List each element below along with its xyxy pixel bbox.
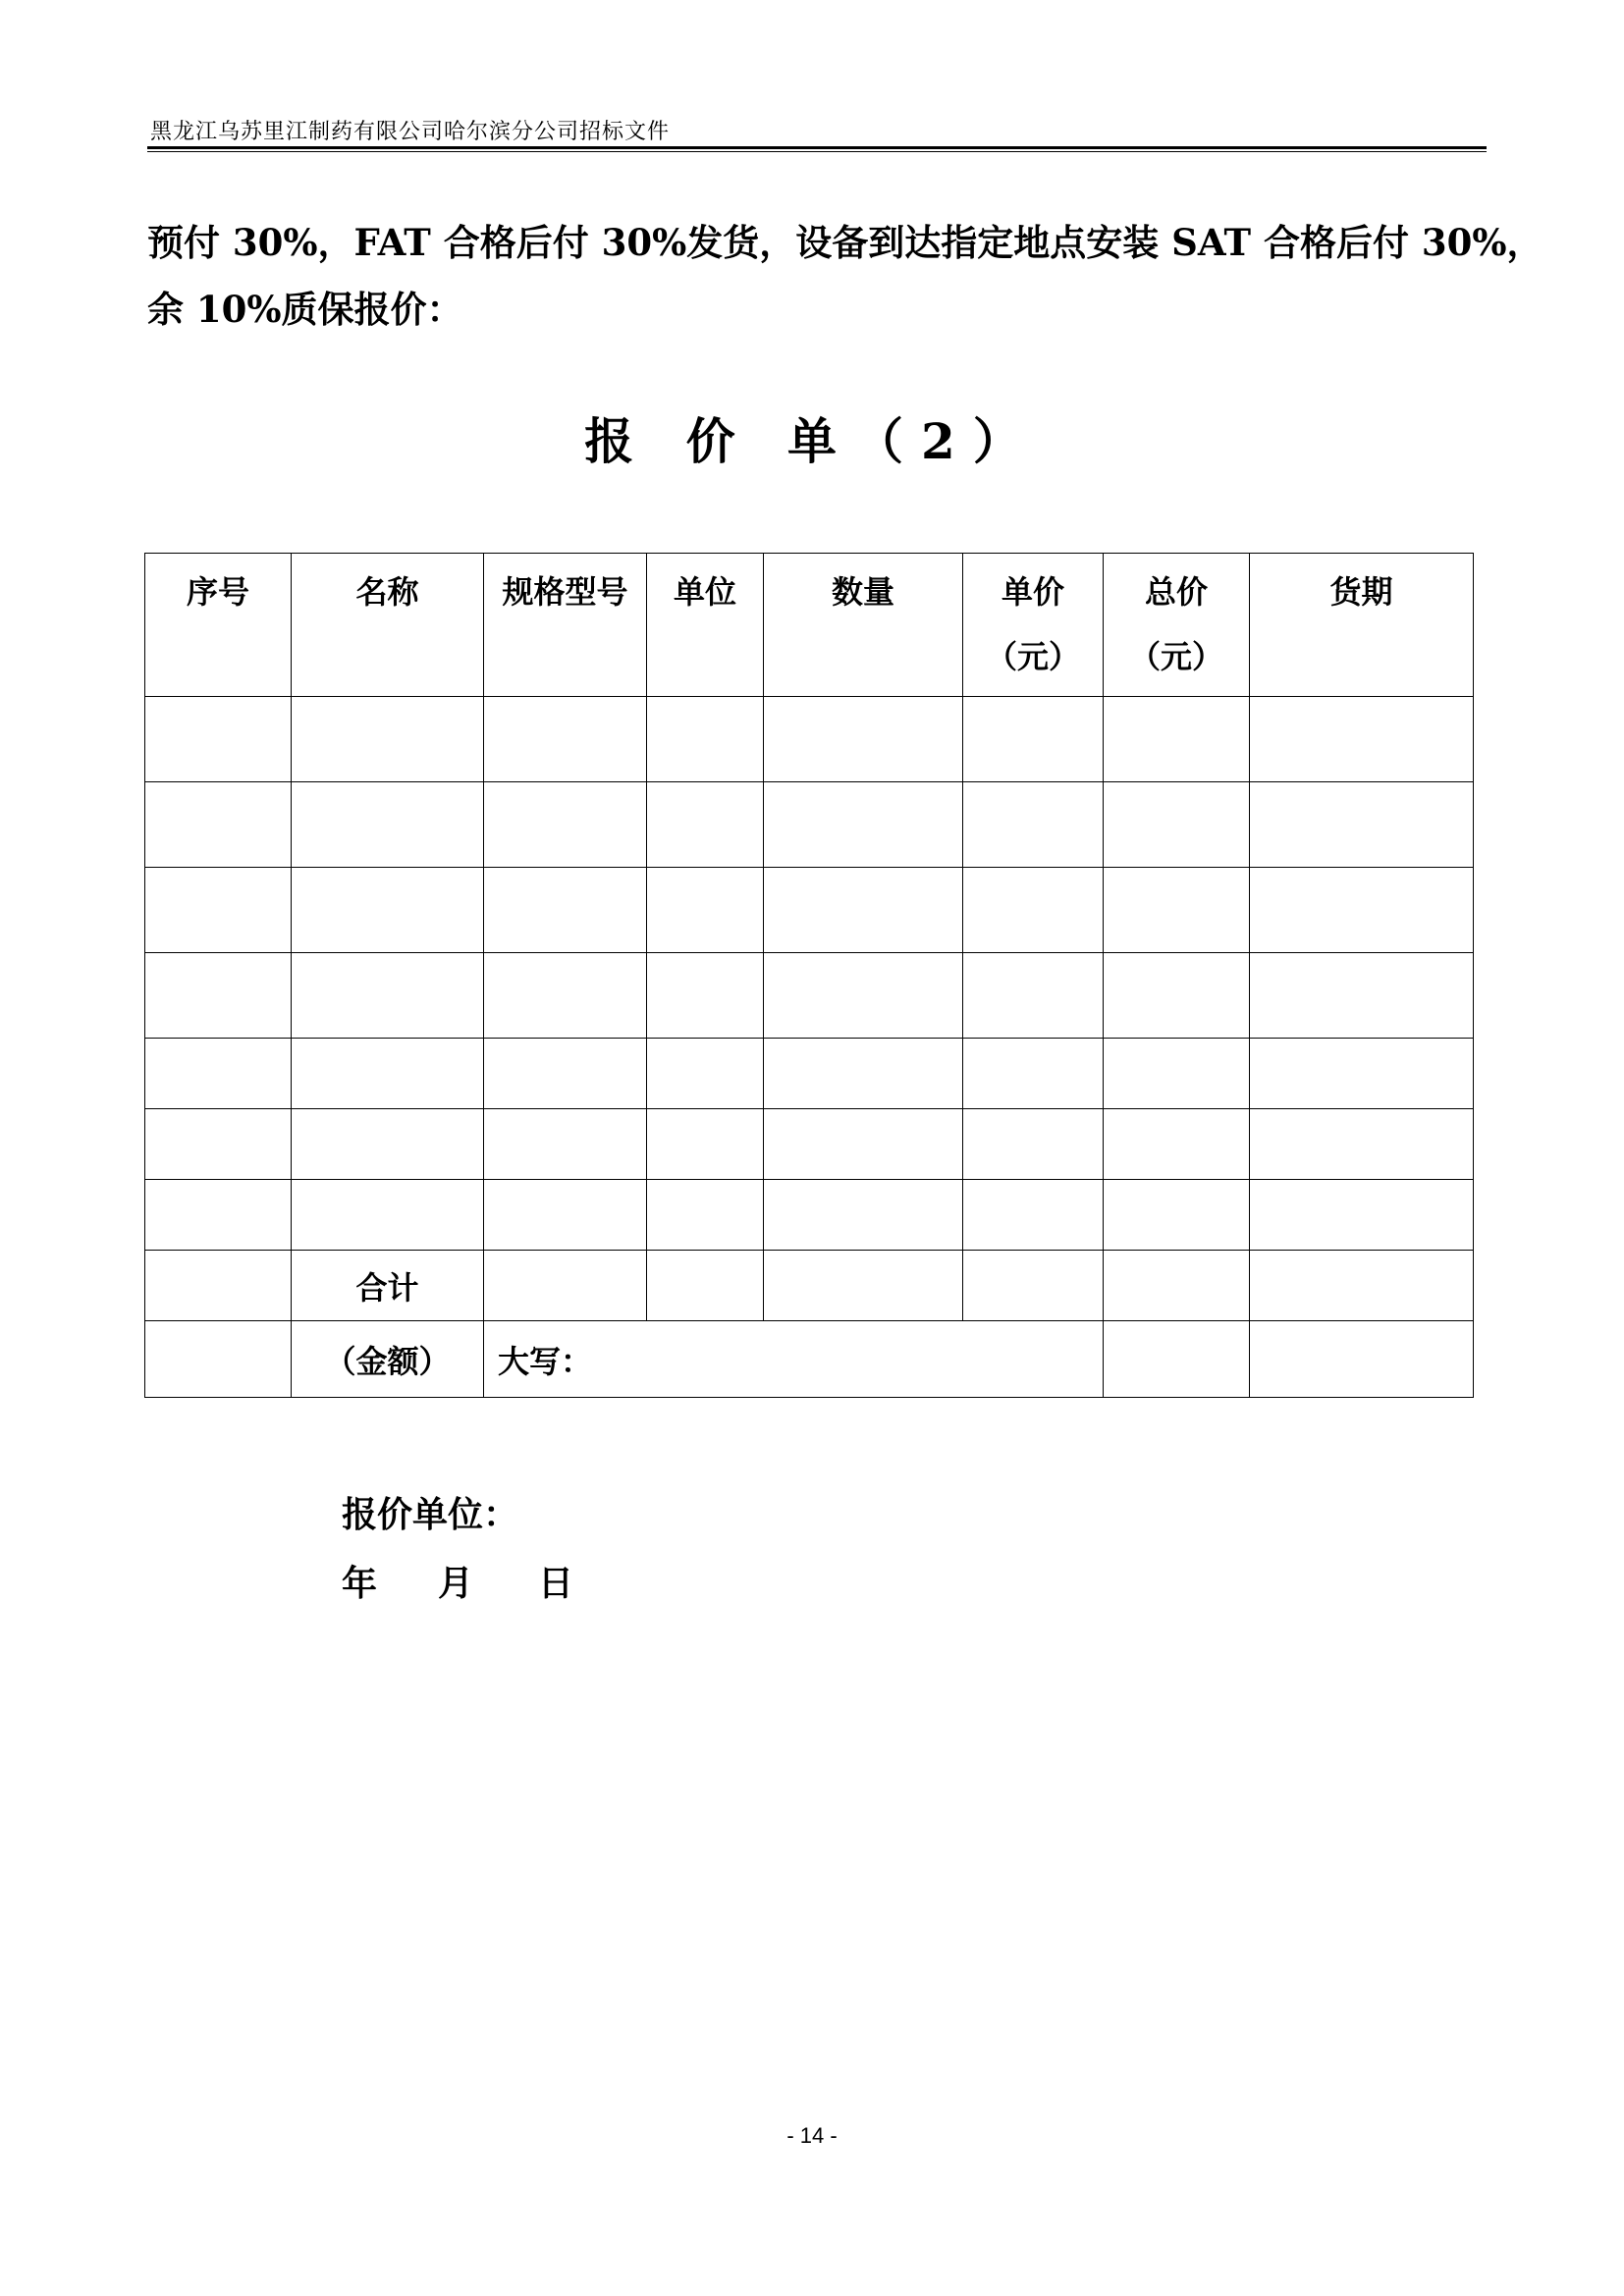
table-row (145, 1180, 1474, 1251)
table-cell[interactable] (1250, 1180, 1474, 1251)
table-cell[interactable] (764, 1109, 963, 1180)
table-cell[interactable] (484, 953, 647, 1039)
quoting-unit-label: 报价单位： (342, 1494, 519, 1535)
table-cell[interactable] (764, 1180, 963, 1251)
date-month: 月 (438, 1563, 474, 1604)
table-header-row (145, 554, 1474, 697)
total-label: 合计 (292, 1251, 484, 1321)
table-row (145, 782, 1474, 868)
table-cell[interactable] (484, 1251, 647, 1321)
table-row (145, 953, 1474, 1039)
table-cell[interactable] (963, 1180, 1104, 1251)
date-year: 年 (342, 1563, 378, 1604)
table-cell[interactable] (1104, 953, 1250, 1039)
table-cell[interactable] (647, 782, 764, 868)
header-label: 规格型号 (502, 573, 628, 611)
table-cell[interactable] (145, 1039, 292, 1109)
table-cell[interactable] (484, 1039, 647, 1109)
table-cell[interactable] (484, 1180, 647, 1251)
header-rule-thin (147, 151, 1487, 152)
table-cell[interactable] (963, 1251, 1104, 1321)
table-cell[interactable] (1250, 1321, 1474, 1398)
header-label: 单位 (673, 573, 736, 611)
payment-terms-line-1: 预付 30%，FAT 合格后付 30%发货，设备到达指定地点安装 SAT 合格后付 30%， (147, 221, 1543, 264)
table-cell[interactable] (145, 1180, 292, 1251)
header-cell-index (145, 554, 292, 697)
table-cell[interactable] (1104, 1039, 1250, 1109)
header-sublabel: （元） (1128, 638, 1223, 675)
table-cell[interactable] (292, 1039, 484, 1109)
table-cell[interactable] (484, 868, 647, 953)
date-day: 日 (538, 1563, 574, 1604)
header-cell-spec (484, 554, 647, 697)
header-cell-total-price (1104, 554, 1250, 697)
table-cell[interactable] (1104, 1180, 1250, 1251)
header-label: 序号 (186, 573, 249, 611)
table-cell[interactable] (145, 868, 292, 953)
table-cell[interactable] (963, 868, 1104, 953)
table-cell[interactable] (764, 1251, 963, 1321)
table-cell[interactable] (647, 1180, 764, 1251)
table-cell[interactable] (963, 953, 1104, 1039)
page-number: - 14 - (786, 2123, 838, 2148)
table-cell[interactable] (484, 1109, 647, 1180)
header-sublabel: （元） (985, 638, 1080, 675)
table-cell[interactable] (292, 868, 484, 953)
table-cell[interactable] (292, 697, 484, 782)
table-cell[interactable] (1250, 1109, 1474, 1180)
table-cell[interactable] (963, 697, 1104, 782)
table-row (145, 1109, 1474, 1180)
table-cell[interactable] (764, 697, 963, 782)
table-cell[interactable] (1104, 697, 1250, 782)
header-cell-delivery (1250, 554, 1474, 697)
amount-row (145, 1321, 1474, 1398)
table-cell[interactable] (292, 1180, 484, 1251)
table-cell[interactable] (292, 782, 484, 868)
quotation-table (144, 553, 1474, 1398)
header-label: 数量 (831, 573, 894, 611)
table-cell[interactable] (145, 1321, 292, 1398)
table-cell[interactable] (145, 697, 292, 782)
date-line (342, 1549, 573, 1618)
amount-label: （金额） (292, 1321, 484, 1398)
header-label: 总价 (1144, 573, 1208, 611)
table-cell[interactable] (1104, 782, 1250, 868)
table-cell[interactable] (1104, 1321, 1250, 1398)
header-cell-quantity (764, 554, 963, 697)
header-cell-unit-price (963, 554, 1104, 697)
header-label: 货期 (1329, 573, 1393, 611)
header-title: 黑龙江乌苏里江制药有限公司哈尔滨分公司招标文件 (150, 120, 671, 144)
header-rule (147, 146, 1487, 149)
total-row (145, 1251, 1474, 1321)
amount-in-words-cell[interactable]: 大写： (484, 1321, 1104, 1398)
header-label: 名称 (355, 573, 419, 611)
table-cell[interactable] (292, 953, 484, 1039)
table-cell[interactable] (145, 782, 292, 868)
table-cell[interactable] (647, 1109, 764, 1180)
header-label: 单价 (1001, 573, 1064, 611)
table-cell[interactable] (647, 1251, 764, 1321)
table-cell[interactable] (1250, 868, 1474, 953)
header-cell-unit (647, 554, 764, 697)
table-cell[interactable] (764, 782, 963, 868)
table-cell[interactable] (963, 1109, 1104, 1180)
table-cell[interactable] (145, 1251, 292, 1321)
table-cell[interactable] (292, 1109, 484, 1180)
table-cell[interactable] (145, 953, 292, 1039)
table-cell[interactable] (764, 953, 963, 1039)
table-cell[interactable] (484, 697, 647, 782)
document-title: 报 价 单（2） (584, 412, 1040, 470)
table-cell[interactable] (145, 1109, 292, 1180)
payment-terms (147, 209, 1543, 343)
table-cell[interactable] (1250, 697, 1474, 782)
signature-block (342, 1480, 573, 1618)
table-cell[interactable] (764, 1039, 963, 1109)
payment-terms-line-2: 余 10%质保报价： (147, 288, 463, 331)
table-cell[interactable] (484, 782, 647, 868)
table-row (145, 697, 1474, 782)
table-row (145, 1039, 1474, 1109)
table-cell[interactable] (1250, 1039, 1474, 1109)
header-cell-name (292, 554, 484, 697)
table-cell[interactable] (647, 1039, 764, 1109)
table-cell[interactable] (963, 782, 1104, 868)
table-cell[interactable] (764, 868, 963, 953)
table-cell[interactable] (1104, 1109, 1250, 1180)
table-cell[interactable] (963, 1039, 1104, 1109)
table-cell[interactable] (1104, 1251, 1250, 1321)
table-cell[interactable] (647, 697, 764, 782)
table-cell[interactable] (1104, 868, 1250, 953)
table-cell[interactable] (1250, 1251, 1474, 1321)
table-cell[interactable] (1250, 953, 1474, 1039)
table-cell[interactable] (1250, 782, 1474, 868)
table-cell[interactable] (647, 953, 764, 1039)
table-row (145, 868, 1474, 953)
table-cell[interactable] (647, 868, 764, 953)
